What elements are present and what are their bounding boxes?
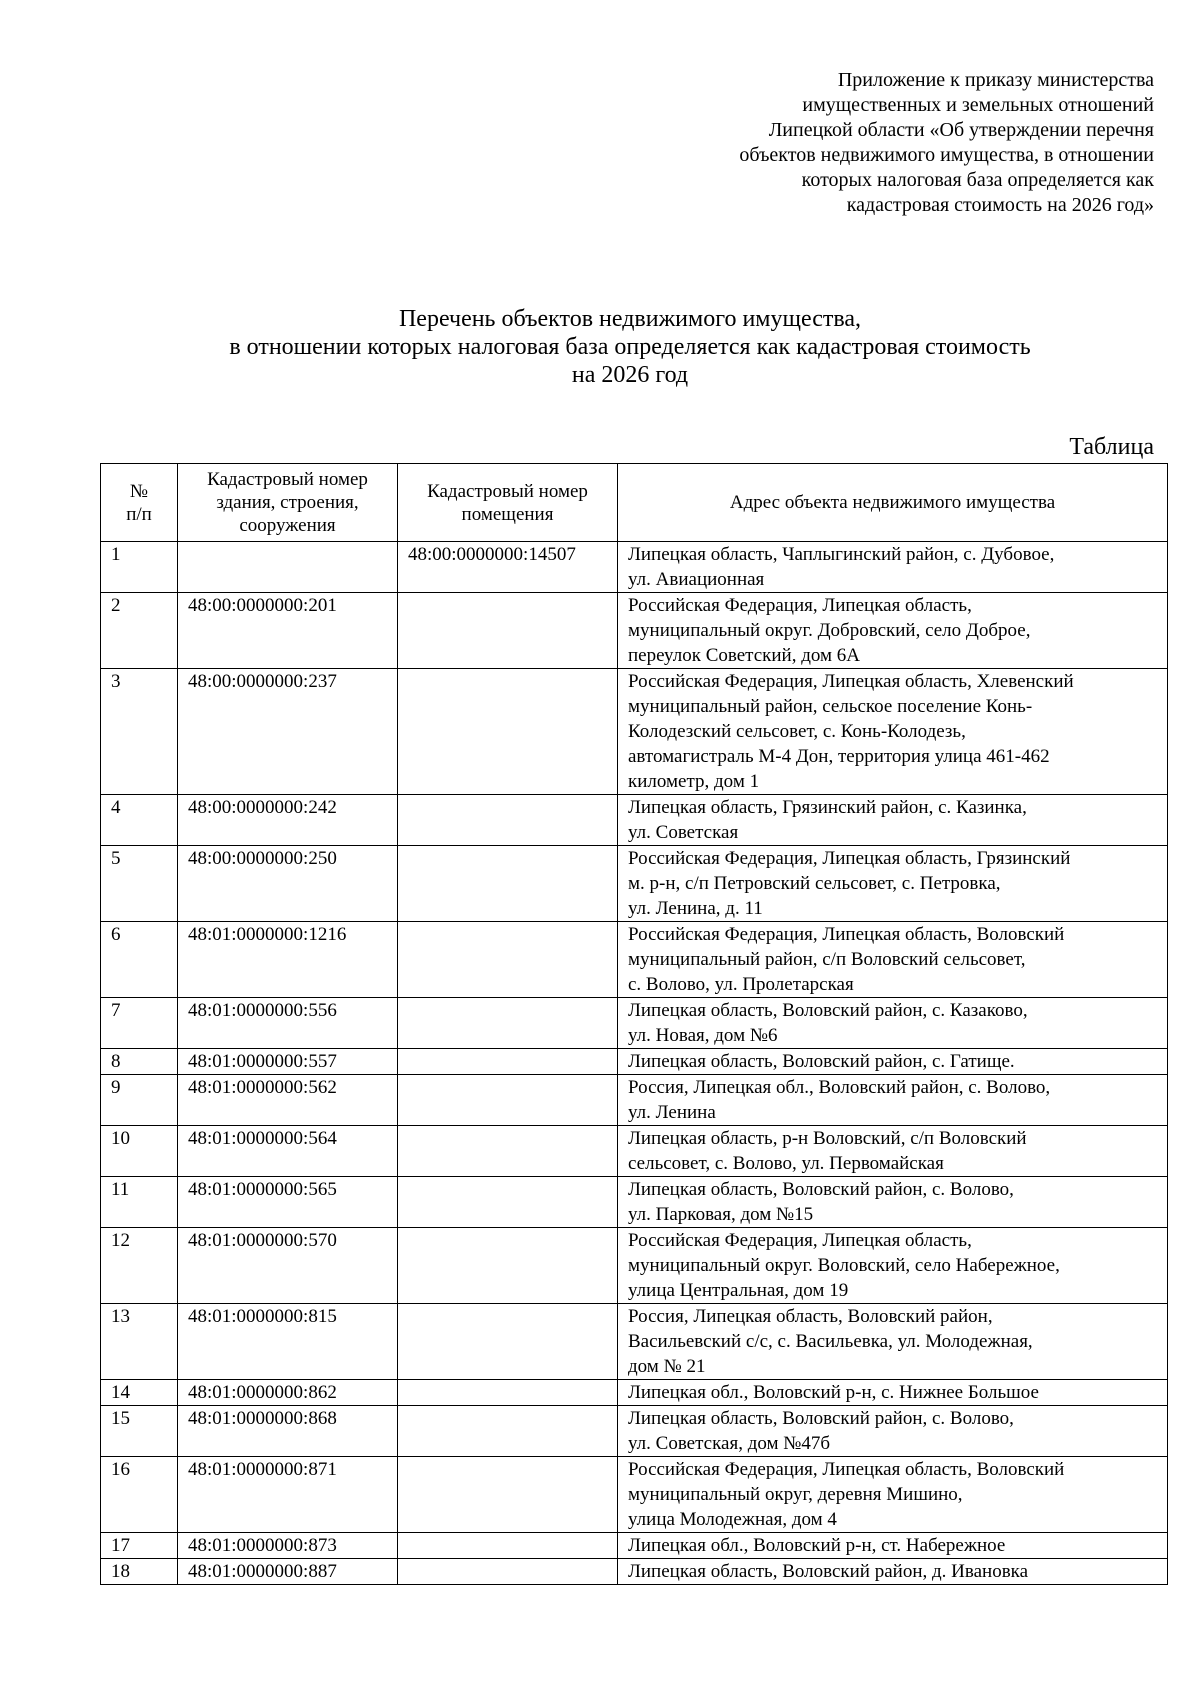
cell-address	[618, 1559, 1168, 1585]
appendix-note	[594, 68, 1154, 218]
header-address	[618, 464, 1168, 542]
cell-address	[618, 998, 1168, 1049]
address-line: переулок Советский, дом 6А	[628, 645, 860, 666]
table-row	[101, 922, 1168, 998]
cell-premises-cadastral	[398, 922, 618, 998]
address-line: Российская Федерация, Липецкая область, Воловский	[628, 924, 1065, 945]
cell-number: 2	[101, 593, 178, 669]
address-line: ул. Ленина, д. 11	[628, 898, 763, 919]
cell-building-cadastral: 48:01:0000000:1216	[178, 922, 398, 998]
cell-premises-cadastral	[398, 846, 618, 922]
cell-building-cadastral: 48:01:0000000:556	[178, 998, 398, 1049]
cell-building-cadastral: 48:00:0000000:250	[178, 846, 398, 922]
cell-number: 12	[101, 1228, 178, 1304]
cell-number: 17	[101, 1533, 178, 1559]
header-text: помещения	[461, 503, 554, 525]
address-line: муниципальный район, с/п Воловский сельсовет,	[628, 949, 1026, 970]
cell-premises-cadastral	[398, 795, 618, 846]
cell-building-cadastral: 48:01:0000000:815	[178, 1304, 398, 1380]
appendix-line: объектов недвижимого имущества, в отношении	[739, 144, 1154, 166]
cell-building-cadastral: 48:01:0000000:862	[178, 1380, 398, 1406]
cell-premises-cadastral	[398, 1075, 618, 1126]
table-row	[101, 1304, 1168, 1380]
document-title	[100, 305, 1160, 389]
table-header-row	[101, 464, 1168, 542]
cell-premises-cadastral	[398, 1304, 618, 1380]
cell-number: 10	[101, 1126, 178, 1177]
address-line: Российская Федерация, Липецкая область, Воловский	[628, 1459, 1065, 1480]
address-line: муниципальный округ, деревня Мишино,	[628, 1484, 963, 1505]
table-row	[101, 1049, 1168, 1075]
cell-number: 15	[101, 1406, 178, 1457]
cell-premises-cadastral	[398, 1380, 618, 1406]
header-text: здания, строения,	[216, 492, 359, 513]
cell-building-cadastral: 48:00:0000000:237	[178, 669, 398, 795]
table-row	[101, 1177, 1168, 1228]
cell-building-cadastral: 48:01:0000000:868	[178, 1406, 398, 1457]
cell-address	[618, 846, 1168, 922]
header-text: п/п	[126, 503, 152, 525]
table-row	[101, 1075, 1168, 1126]
table-row	[101, 1228, 1168, 1304]
cell-address	[618, 1380, 1168, 1406]
cell-address	[618, 922, 1168, 998]
cell-premises-cadastral	[398, 998, 618, 1049]
table-row	[101, 998, 1168, 1049]
cell-building-cadastral: 48:01:0000000:562	[178, 1075, 398, 1126]
address-line: улица Центральная, дом 19	[628, 1280, 849, 1301]
appendix-line: кадастровая стоимость на 2026 год»	[846, 194, 1154, 216]
header-text: сооружения	[239, 515, 336, 536]
title-line: Перечень объектов недвижимого имущества,	[398, 306, 862, 332]
cell-building-cadastral: 48:01:0000000:570	[178, 1228, 398, 1304]
table-row	[101, 1406, 1168, 1457]
address-line: Липецкая обл., Воловский р-н, с. Нижнее Большое	[628, 1382, 1039, 1403]
header-premises-cadastral	[398, 464, 618, 542]
address-line: с. Волово, ул. Пролетарская	[628, 974, 854, 995]
address-line: Липецкая область, Воловский район, д. Ивановка	[628, 1561, 1029, 1582]
address-line: дом № 21	[628, 1356, 706, 1377]
address-line: Липецкая область, Чаплыгинский район, с. Дубовое,	[628, 544, 1055, 565]
address-line: Колодезский сельсовет, с. Конь-Колодезь,	[628, 721, 966, 742]
address-line: муниципальный округ. Добровский, село Доброе,	[628, 620, 1031, 641]
cell-building-cadastral: 48:01:0000000:873	[178, 1533, 398, 1559]
cell-number: 3	[101, 669, 178, 795]
cell-number: 4	[101, 795, 178, 846]
cell-number: 14	[101, 1380, 178, 1406]
cell-building-cadastral: 48:01:0000000:564	[178, 1126, 398, 1177]
table-row	[101, 795, 1168, 846]
title-line: в отношении которых налоговая база определяется как кадастровая стоимость	[229, 334, 1031, 360]
address-line: ул. Ленина	[628, 1102, 716, 1123]
address-line: автомагистраль М-4 Дон, территория улица 461-462	[628, 746, 1050, 767]
cell-address	[618, 1533, 1168, 1559]
address-line: ул. Парковая, дом №15	[628, 1204, 814, 1225]
cell-premises-cadastral	[398, 1533, 618, 1559]
address-line: Липецкая область, Воловский район, с. Казаково,	[628, 1000, 1028, 1021]
appendix-line: Липецкой области «Об утверждении перечня	[768, 119, 1154, 141]
table-row	[101, 846, 1168, 922]
cell-building-cadastral: 48:00:0000000:242	[178, 795, 398, 846]
table-row	[101, 1559, 1168, 1585]
cell-address	[618, 1126, 1168, 1177]
cell-address	[618, 1075, 1168, 1126]
table-body	[101, 542, 1168, 1585]
cell-address	[618, 1304, 1168, 1380]
cell-premises-cadastral	[398, 1228, 618, 1304]
header-text: Адрес объекта недвижимого имущества	[729, 492, 1056, 513]
cell-premises-cadastral	[398, 669, 618, 795]
cell-premises-cadastral	[398, 1049, 618, 1075]
address-line: муниципальный округ. Воловский, село Набережное,	[628, 1255, 1060, 1276]
address-line: муниципальный район, сельское поселение Конь-	[628, 696, 1033, 717]
cell-premises-cadastral	[398, 1126, 618, 1177]
cell-building-cadastral: 48:01:0000000:565	[178, 1177, 398, 1228]
cell-building-cadastral: 48:01:0000000:887	[178, 1559, 398, 1585]
cell-number: 5	[101, 846, 178, 922]
table-row	[101, 1126, 1168, 1177]
cell-building-cadastral	[178, 542, 398, 593]
table-row	[101, 542, 1168, 593]
cell-premises-cadastral	[398, 593, 618, 669]
cell-building-cadastral: 48:01:0000000:557	[178, 1049, 398, 1075]
title-line: на 2026 год	[571, 362, 689, 388]
cell-address	[618, 1228, 1168, 1304]
table-row	[101, 1457, 1168, 1533]
header-text: Кадастровый номер	[427, 480, 588, 502]
appendix-line: имущественных и земельных отношений	[802, 94, 1154, 116]
cell-number: 9	[101, 1075, 178, 1126]
cell-premises-cadastral	[398, 1177, 618, 1228]
address-line: ул. Авиационная	[628, 569, 765, 590]
address-line: Липецкая область, Воловский район, с. Волово,	[628, 1408, 1014, 1429]
cell-premises-cadastral	[398, 1457, 618, 1533]
appendix-line: Приложение к приказу министерства	[837, 69, 1154, 91]
cell-number: 11	[101, 1177, 178, 1228]
cell-building-cadastral: 48:01:0000000:871	[178, 1457, 398, 1533]
cell-address	[618, 669, 1168, 795]
cell-address	[618, 542, 1168, 593]
address-line: Липецкая обл., Воловский р-н, ст. Набережное	[628, 1535, 1006, 1556]
address-line: ул. Советская	[628, 822, 739, 843]
address-line: километр, дом 1	[628, 771, 760, 792]
address-line: Липецкая область, р-н Воловский, с/п Воловский	[628, 1128, 1027, 1149]
address-line: ул. Новая, дом №6	[628, 1025, 778, 1046]
address-line: улица Молодежная, дом 4	[628, 1509, 837, 1530]
cell-address	[618, 1177, 1168, 1228]
cell-building-cadastral: 48:00:0000000:201	[178, 593, 398, 669]
address-line: Васильевский с/с, с. Васильевка, ул. Молодежная,	[628, 1331, 1033, 1352]
address-line: Российская Федерация, Липецкая область,	[628, 1230, 972, 1251]
address-line: Россия, Липецкая область, Воловский район,	[628, 1306, 993, 1327]
address-line: Липецкая область, Воловский район, с. Гатище.	[628, 1051, 1015, 1072]
header-building-cadastral	[178, 464, 398, 542]
cell-address	[618, 1049, 1168, 1075]
address-line: Российская Федерация, Липецкая область,	[628, 595, 972, 616]
property-table	[100, 463, 1168, 1585]
cell-address	[618, 1406, 1168, 1457]
cell-number: 1	[101, 542, 178, 593]
address-line: Липецкая область, Воловский район, с. Волово,	[628, 1179, 1014, 1200]
cell-number: 13	[101, 1304, 178, 1380]
address-line: м. р-н, с/п Петровский сельсовет, с. Петровка,	[628, 873, 1001, 894]
header-number	[101, 464, 178, 542]
address-line: сельсовет, с. Волово, ул. Первомайская	[628, 1153, 944, 1174]
table-row	[101, 669, 1168, 795]
cell-premises-cadastral	[398, 1559, 618, 1585]
address-line: Липецкая область, Грязинский район, с. Казинка,	[628, 797, 1027, 818]
address-line: Российская Федерация, Липецкая область, Грязинский	[628, 848, 1071, 869]
appendix-line: которых налоговая база определяется как	[801, 169, 1154, 191]
header-text: Кадастровый номер	[207, 469, 368, 490]
address-line: Россия, Липецкая обл., Воловский район, с. Волово,	[628, 1077, 1051, 1098]
table-row	[101, 1533, 1168, 1559]
header-text: №	[129, 480, 149, 502]
cell-address	[618, 593, 1168, 669]
address-line: ул. Советская, дом №47б	[628, 1433, 831, 1454]
cell-number: 18	[101, 1559, 178, 1585]
table-caption: Таблица	[1069, 434, 1154, 460]
cell-address	[618, 795, 1168, 846]
cell-number: 8	[101, 1049, 178, 1075]
cell-number: 6	[101, 922, 178, 998]
address-line: Российская Федерация, Липецкая область, Хлевенский	[628, 671, 1074, 692]
cell-premises-cadastral: 48:00:0000000:14507	[398, 542, 618, 593]
table-row	[101, 1380, 1168, 1406]
table-row	[101, 593, 1168, 669]
cell-number: 7	[101, 998, 178, 1049]
cell-number: 16	[101, 1457, 178, 1533]
cell-premises-cadastral	[398, 1406, 618, 1457]
cell-address	[618, 1457, 1168, 1533]
